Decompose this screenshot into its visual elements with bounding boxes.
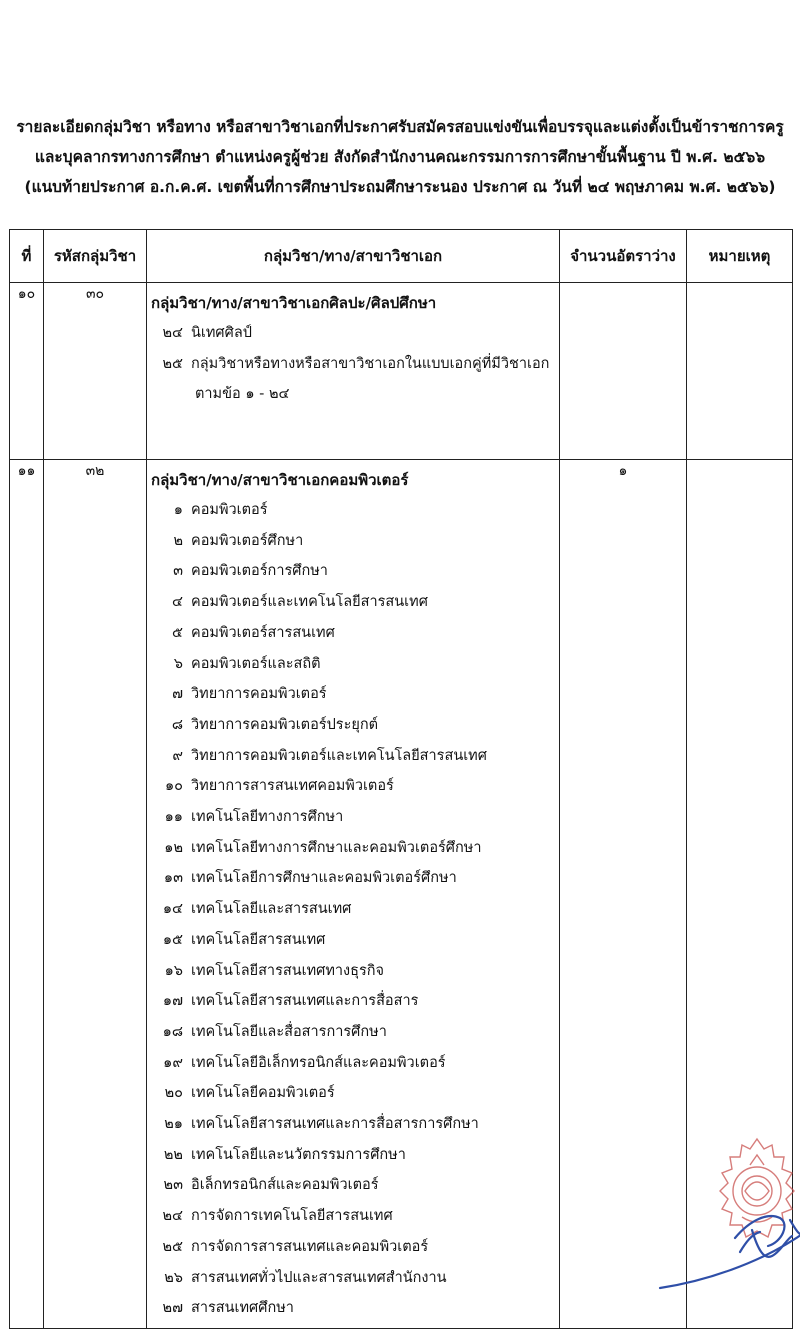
subject-item-text: กลุ่มวิชาหรือทางหรือสาขาวิชาเอกในแบบเอกคู่ที่มีวิชาเอก (191, 355, 550, 372)
subject-item-text: เทคโนโลยีและสารสนเทศ (191, 901, 352, 918)
row-no: ๑๐ (10, 283, 44, 460)
subject-item-text: เทคโนโลยีทางการศึกษาและคอมพิวเตอร์ศึกษา (191, 839, 482, 856)
subject-item-text: คอมพิวเตอร์และสถิติ (191, 655, 321, 672)
subject-item (147, 741, 559, 772)
subject-item-number: ๑๔ (162, 901, 183, 918)
subject-item (147, 956, 559, 987)
subject-item (147, 349, 559, 380)
subject-item-number: ๒๓ (163, 1177, 183, 1194)
header-no: ที่ (10, 230, 44, 283)
subject-item (147, 649, 559, 680)
subject-item (147, 587, 559, 618)
subject-item (147, 986, 559, 1017)
subject-item-text: วิทยาการคอมพิวเตอร์และเทคโนโลยีสารสนเทศ (191, 747, 487, 764)
subject-item-number: ๑๘ (162, 1023, 183, 1040)
subject-item-number: ๒๔ (162, 1208, 183, 1225)
subject-item-text: เทคโนโลยีสารสนเทศและการสื่อสาร (191, 993, 419, 1010)
subject-item-number: ๑๑ (164, 809, 183, 826)
signature-icon (640, 1160, 800, 1300)
header-code: รหัสกลุ่มวิชา (44, 230, 147, 283)
header-line-2: และบุคลากรทางการศึกษา ตำแหน่งครูผู้ช่วย สังกัดสำนักงานคณะกรรมการการศึกษาขั้นพื้นฐาน ปี พ.ศ. ๒๕๖๖ (34, 148, 766, 166)
row-no: ๑๑ (10, 460, 44, 1329)
subject-item (147, 1263, 559, 1294)
subject-list (147, 318, 559, 379)
subject-item-number: ๘ (171, 716, 183, 733)
row-subjects (147, 460, 560, 1329)
subject-item-text: เทคโนโลยีการศึกษาและคอมพิวเตอร์ศึกษา (191, 870, 457, 887)
subject-item-text: การจัดการสารสนเทศและคอมพิวเตอร์ (191, 1238, 429, 1255)
subject-item-number: ๑๕ (162, 931, 183, 948)
subject-item (147, 1232, 559, 1263)
subject-item-number: ๓ (173, 563, 183, 580)
subject-item (147, 833, 559, 864)
row-vacancy: ๑ (560, 460, 687, 1329)
row-code: ๓๒ (44, 460, 147, 1329)
document-header (0, 112, 800, 202)
subject-item (147, 679, 559, 710)
subject-item-text: เทคโนโลยีและสื่อสารการศึกษา (191, 1023, 387, 1040)
subject-item-number: ๑๗ (162, 993, 183, 1010)
subject-item-text: วิทยาการคอมพิวเตอร์ประยุกต์ (191, 716, 379, 733)
subject-item-number: ๒๑ (164, 1116, 183, 1133)
subject-item-text: เทคโนโลยีทางการศึกษา (191, 809, 344, 826)
subject-item-text: วิทยาการคอมพิวเตอร์ (191, 686, 327, 703)
subject-item-number: ๑ (173, 502, 183, 518)
header-note: หมายเหตุ (687, 230, 793, 283)
row-vacancy (560, 283, 687, 460)
subject-item-text: การจัดการเทคโนโลยีสารสนเทศ (191, 1208, 393, 1225)
subject-item-number: ๑๒ (164, 839, 183, 856)
row-code: ๓๐ (44, 283, 147, 460)
subject-item-number: ๒๖ (164, 1269, 183, 1286)
group-title: กลุ่มวิชา/ทาง/สาขาวิชาเอกศิลปะ/ศิลปศึกษา (151, 294, 437, 312)
subject-item-text: เทคโนโลยีสารสนเทศ (191, 931, 326, 948)
subject-item-number: ๒๐ (164, 1085, 183, 1102)
subject-item (147, 894, 559, 925)
subject-item-text: วิทยาการสารสนเทศคอมพิวเตอร์ (191, 778, 394, 795)
subject-item (147, 771, 559, 802)
subject-item-text: เทคโนโลยีสารสนเทศและการสื่อสารการศึกษา (191, 1116, 479, 1133)
subject-item (147, 1078, 559, 1109)
subject-item-number: ๑๖ (164, 962, 183, 979)
subject-item (147, 710, 559, 741)
subject-item-text: สารสนเทศศึกษา (191, 1300, 294, 1317)
header-vacancy: จำนวนอัตราว่าง (560, 230, 687, 283)
subject-item-number: ๗ (172, 686, 183, 703)
subject-item-text: คอมพิวเตอร์ศึกษา (191, 532, 304, 549)
subject-item-number: ๑๐ (164, 778, 183, 795)
subject-item (147, 1017, 559, 1048)
subject-item-text: คอมพิวเตอร์และเทคโนโลยีสารสนเทศ (191, 594, 428, 611)
subject-item (147, 802, 559, 833)
subject-item-number: ๒๕ (162, 355, 183, 372)
subject-item-number: ๕ (172, 624, 183, 641)
table-row (10, 283, 793, 460)
subject-item-text: สารสนเทศทั่วไปและสารสนเทศสำนักงาน (191, 1269, 447, 1286)
subject-item-number: ๑๓ (163, 870, 183, 887)
subject-item-number: ๑๙ (163, 1054, 183, 1071)
group-title: กลุ่มวิชา/ทาง/สาขาวิชาเอกคอมพิวเตอร์ (151, 471, 409, 489)
subject-item-text: เทคโนโลยีคอมพิวเตอร์ (191, 1085, 335, 1102)
subject-item (147, 1140, 559, 1171)
header-subject: กลุ่มวิชา/ทาง/สาขาวิชาเอก (147, 230, 560, 283)
subject-item-number: ๔ (172, 594, 183, 611)
subject-item-text: คอมพิวเตอร์สารสนเทศ (191, 624, 335, 641)
subject-item (147, 556, 559, 587)
subject-item (147, 1109, 559, 1140)
subject-item-text: เทคโนโลยีสารสนเทศทางธุรกิจ (191, 962, 385, 979)
subject-item (147, 495, 559, 526)
subject-item (147, 618, 559, 649)
subject-item (147, 318, 559, 349)
subject-item (147, 1201, 559, 1232)
row-subjects (147, 283, 560, 460)
row-note (687, 283, 793, 460)
table-header-row (10, 230, 793, 283)
subject-item (147, 1293, 559, 1324)
subject-item-text: อิเล็กทรอนิกส์และคอมพิวเตอร์ (191, 1177, 379, 1194)
subject-list (147, 495, 559, 1324)
subject-item-text: เทคโนโลยีอิเล็กทรอนิกส์และคอมพิวเตอร์ (191, 1054, 446, 1071)
subject-item-number: ๒๗ (162, 1300, 183, 1317)
header-line-1: รายละเอียดกลุ่มวิชา หรือทาง หรือสาขาวิชาเอกที่ประกาศรับสมัครสอบแข่งขันเพื่อบรรจุและแต่งตั้งเป็นข้าราชการครู (16, 118, 784, 136)
subject-item (147, 526, 559, 557)
subject-item-text: เทคโนโลยีและนวัตกรรมการศึกษา (191, 1146, 406, 1163)
subject-item (147, 1170, 559, 1201)
subject-item-number: ๒๔ (162, 325, 183, 341)
subject-item-number: ๒๒ (163, 1146, 183, 1163)
subject-item-number: ๖ (173, 655, 183, 672)
subject-item-text: นิเทศศิลป์ (191, 325, 252, 341)
subject-item (147, 1048, 559, 1079)
subject-item-number: ๒ (173, 532, 183, 549)
subject-item-number: ๒๕ (162, 1238, 183, 1255)
subject-item (147, 925, 559, 956)
subject-item-continuation: ตามข้อ ๑ - ๒๔ (195, 386, 290, 403)
subject-item-number: ๙ (172, 747, 183, 764)
subject-item (147, 863, 559, 894)
subject-item-text: คอมพิวเตอร์การศึกษา (191, 563, 328, 580)
header-line-3: (แนบท้ายประกาศ อ.ก.ค.ศ. เขตพื้นที่การศึกษาประถมศึกษาระนอง ประกาศ ณ วันที่ ๒๔ พฤษภาคม พ.ศ. ๒๕๖๖) (24, 178, 776, 196)
subject-item-text: คอมพิวเตอร์ (191, 502, 268, 518)
